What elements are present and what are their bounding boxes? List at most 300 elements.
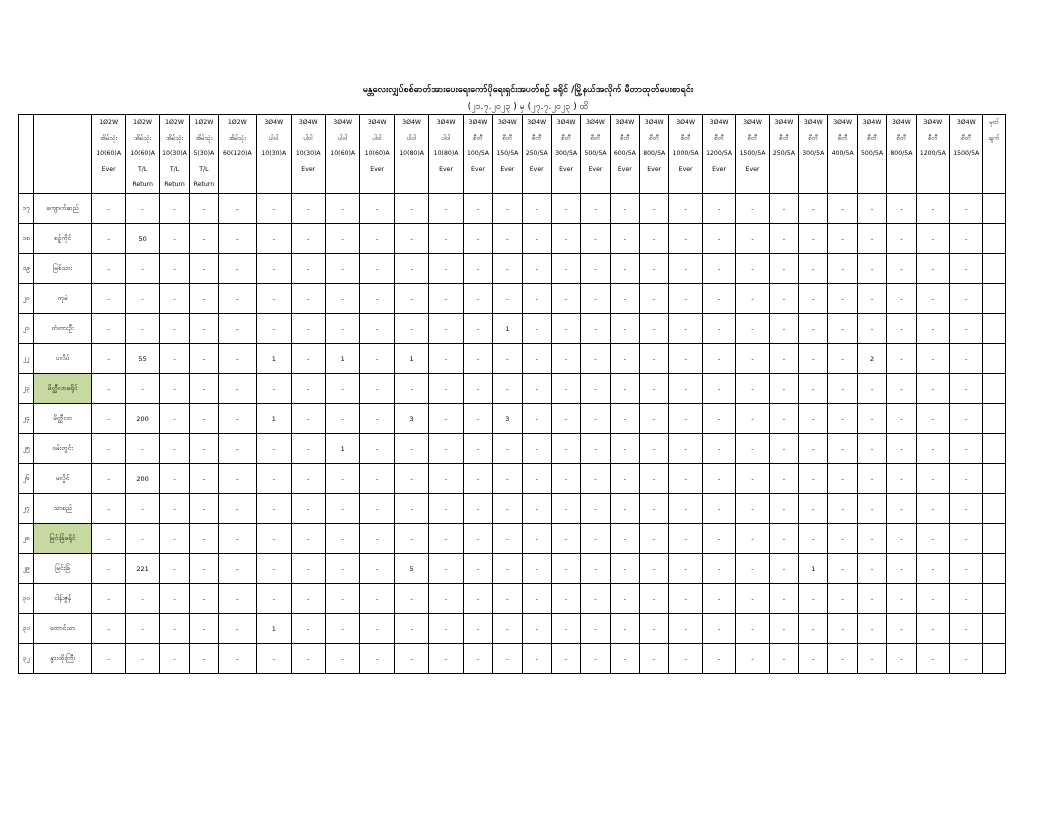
row-sn: ၂၃ bbox=[19, 374, 34, 404]
value-cell: - bbox=[887, 464, 916, 494]
value-cell: - bbox=[159, 374, 189, 404]
value-cell: - bbox=[91, 584, 125, 614]
header-line: 3Ø4W bbox=[298, 119, 318, 126]
header-line bbox=[770, 162, 798, 178]
value-cell: - bbox=[291, 344, 325, 374]
value-cell: - bbox=[325, 194, 359, 224]
value-cell: - bbox=[581, 494, 610, 524]
table-row bbox=[19, 284, 1006, 314]
value-cell: - bbox=[429, 194, 463, 224]
value-cell: - bbox=[91, 464, 125, 494]
header-col-21 bbox=[736, 115, 769, 194]
value-cell: - bbox=[522, 554, 551, 584]
value-cell: - bbox=[669, 434, 702, 464]
value-cell: - bbox=[857, 524, 886, 554]
value-cell: - bbox=[551, 314, 580, 344]
value-cell: - bbox=[551, 434, 580, 464]
header-line bbox=[858, 162, 886, 178]
header-col-10 bbox=[394, 115, 428, 194]
header-col-6 bbox=[257, 115, 291, 194]
header-line: 1500/5A bbox=[953, 150, 980, 157]
header-line: 3Ø4W bbox=[709, 119, 729, 126]
value-cell: - bbox=[857, 374, 886, 404]
value-cell: - bbox=[291, 494, 325, 524]
header-col-20 bbox=[702, 115, 735, 194]
value-cell: - bbox=[887, 224, 916, 254]
value-cell: - bbox=[291, 224, 325, 254]
value-cell: - bbox=[702, 524, 735, 554]
value-cell: - bbox=[736, 284, 769, 314]
value-cell: - bbox=[257, 464, 291, 494]
value-cell: - bbox=[190, 224, 218, 254]
value-cell: - bbox=[887, 524, 916, 554]
table-row bbox=[19, 224, 1006, 254]
value-cell: - bbox=[736, 614, 769, 644]
value-cell: - bbox=[640, 194, 669, 224]
value-cell: - bbox=[360, 344, 394, 374]
value-cell: - bbox=[610, 434, 639, 464]
value-cell: - bbox=[736, 224, 769, 254]
value-cell: 1 bbox=[493, 314, 522, 344]
header-line: မှတ် bbox=[989, 119, 1000, 126]
value-cell: - bbox=[799, 374, 828, 404]
value-cell: - bbox=[950, 614, 983, 644]
value-cell: - bbox=[916, 614, 949, 644]
remark-cell bbox=[983, 584, 1006, 614]
value-cell: - bbox=[91, 434, 125, 464]
value-cell: - bbox=[429, 464, 463, 494]
value-cell: - bbox=[126, 614, 159, 644]
value-cell: 5 bbox=[394, 554, 428, 584]
header-col-14 bbox=[522, 115, 551, 194]
header-line: 300/5A bbox=[802, 150, 825, 157]
value-cell: - bbox=[769, 614, 798, 644]
value-cell: - bbox=[736, 554, 769, 584]
value-cell: - bbox=[218, 584, 257, 614]
value-cell: - bbox=[887, 314, 916, 344]
value-cell: - bbox=[190, 434, 218, 464]
header-line bbox=[219, 162, 257, 178]
header-line: Ever bbox=[301, 165, 316, 173]
header-line: 3Ø4W bbox=[436, 119, 456, 126]
value-cell: - bbox=[218, 464, 257, 494]
value-cell: - bbox=[610, 344, 639, 374]
header-line: 1Ø2W bbox=[194, 119, 214, 126]
header-line: စီတီ bbox=[561, 134, 571, 142]
remark-cell bbox=[983, 464, 1006, 494]
value-cell: - bbox=[291, 404, 325, 434]
remark-cell bbox=[983, 224, 1006, 254]
header-line bbox=[950, 177, 982, 193]
value-cell: - bbox=[429, 584, 463, 614]
value-cell: - bbox=[218, 374, 257, 404]
value-cell: - bbox=[799, 524, 828, 554]
header-line: 10(60)A bbox=[96, 150, 122, 157]
header-col-19 bbox=[669, 115, 702, 194]
table-row bbox=[19, 194, 1006, 224]
remark-cell bbox=[983, 554, 1006, 584]
header-col-17 bbox=[610, 115, 639, 194]
value-cell: - bbox=[325, 254, 359, 284]
value-cell: - bbox=[581, 404, 610, 434]
value-cell: - bbox=[857, 314, 886, 344]
header-line: 150/5A bbox=[496, 150, 519, 157]
value-cell: - bbox=[828, 554, 857, 584]
value-cell: - bbox=[916, 524, 949, 554]
value-cell: - bbox=[887, 374, 916, 404]
value-cell: - bbox=[769, 314, 798, 344]
header-line bbox=[257, 162, 290, 178]
value-cell: - bbox=[126, 644, 159, 674]
value-cell: - bbox=[91, 374, 125, 404]
value-cell: - bbox=[218, 524, 257, 554]
value-cell: - bbox=[190, 554, 218, 584]
header-col-3 bbox=[159, 115, 189, 194]
value-cell: - bbox=[257, 524, 291, 554]
header-line: 3Ø4W bbox=[923, 119, 943, 126]
header-line bbox=[326, 177, 359, 193]
value-cell: - bbox=[360, 194, 394, 224]
row-sn: ၂၁ bbox=[19, 314, 34, 344]
value-cell: - bbox=[887, 644, 916, 674]
value-cell: - bbox=[828, 254, 857, 284]
header-line: 3Ø4W bbox=[644, 119, 664, 126]
header-line bbox=[611, 177, 639, 193]
value-cell: - bbox=[190, 344, 218, 374]
row-sn: ၁၈ bbox=[19, 224, 34, 254]
header-col-8 bbox=[325, 115, 359, 194]
value-cell: - bbox=[493, 374, 522, 404]
report-title: မန္တလေးလျှပ်စစ်ဓာတ်အားပေးရေးကော်ပိုရေးရှင်းအပတ်စဉ် ခရိုင် /မြို့နယ်အလိုက် မီတာထုတ်ပေးစာရင်း bbox=[362, 85, 694, 95]
value-cell: - bbox=[551, 344, 580, 374]
value-cell: - bbox=[325, 314, 359, 344]
value-cell: - bbox=[493, 584, 522, 614]
value-cell: - bbox=[291, 254, 325, 284]
header-line: 400/5A bbox=[831, 150, 854, 157]
header-line: စီတီ bbox=[779, 134, 789, 142]
value-cell: - bbox=[493, 284, 522, 314]
header-line: Ever bbox=[370, 165, 385, 173]
value-cell: - bbox=[669, 404, 702, 434]
header-col-7 bbox=[291, 115, 325, 194]
value-cell: - bbox=[551, 254, 580, 284]
value-cell: - bbox=[522, 224, 551, 254]
value-cell: - bbox=[581, 584, 610, 614]
header-col-27 bbox=[916, 115, 949, 194]
value-cell: - bbox=[769, 524, 798, 554]
header-col-28 bbox=[950, 115, 983, 194]
value-cell: - bbox=[218, 614, 257, 644]
value-cell: - bbox=[325, 554, 359, 584]
value-cell: - bbox=[429, 374, 463, 404]
value-cell: - bbox=[669, 494, 702, 524]
value-cell: - bbox=[360, 554, 394, 584]
header-line bbox=[464, 177, 492, 193]
value-cell: - bbox=[950, 494, 983, 524]
value-cell: - bbox=[429, 404, 463, 434]
header-line: 1500/5A bbox=[739, 150, 766, 157]
value-cell: - bbox=[950, 554, 983, 584]
header-line: စီတီ bbox=[961, 134, 972, 142]
value-cell: - bbox=[190, 254, 218, 284]
value-cell: - bbox=[126, 584, 159, 614]
header-line bbox=[395, 177, 428, 193]
header-line: 1Ø2W bbox=[133, 119, 153, 126]
value-cell: - bbox=[828, 194, 857, 224]
value-cell: - bbox=[669, 524, 702, 554]
value-cell: - bbox=[218, 404, 257, 434]
header-col-9 bbox=[360, 115, 394, 194]
value-cell: - bbox=[950, 464, 983, 494]
header-line: 1Ø2W bbox=[227, 119, 247, 126]
value-cell: - bbox=[429, 554, 463, 584]
header-line bbox=[640, 177, 668, 193]
header-line: စီတီ bbox=[808, 134, 819, 142]
value-cell: - bbox=[669, 374, 702, 404]
value-cell: - bbox=[916, 344, 949, 374]
value-cell: - bbox=[581, 194, 610, 224]
value-cell: - bbox=[551, 404, 580, 434]
header-line: 3Ø4W bbox=[367, 119, 387, 126]
value-cell: - bbox=[325, 404, 359, 434]
value-cell: - bbox=[702, 284, 735, 314]
header-line: 250/5A bbox=[772, 150, 795, 157]
value-cell: - bbox=[257, 194, 291, 224]
value-cell: - bbox=[669, 644, 702, 674]
value-cell: - bbox=[91, 524, 125, 554]
value-cell: - bbox=[887, 434, 916, 464]
value-cell: - bbox=[159, 494, 189, 524]
row-sn: ၁၇ bbox=[19, 194, 34, 224]
header-line: စီတီ bbox=[896, 134, 907, 142]
value-cell: - bbox=[916, 374, 949, 404]
value-cell: - bbox=[493, 644, 522, 674]
township-name: မြင်းခြံ bbox=[34, 554, 92, 584]
value-cell: - bbox=[394, 644, 428, 674]
value-cell: - bbox=[159, 404, 189, 434]
value-cell: - bbox=[640, 644, 669, 674]
value-cell: - bbox=[828, 374, 857, 404]
table-row bbox=[19, 614, 1006, 644]
header-col-25 bbox=[857, 115, 886, 194]
value-cell: - bbox=[159, 434, 189, 464]
remark-cell bbox=[983, 494, 1006, 524]
value-cell: - bbox=[291, 314, 325, 344]
header-line: Return bbox=[193, 181, 215, 188]
value-cell: - bbox=[916, 494, 949, 524]
header-line bbox=[799, 177, 827, 193]
value-cell: - bbox=[159, 584, 189, 614]
value-cell: - bbox=[257, 434, 291, 464]
township-name: နွားထိုးကြီး bbox=[34, 644, 92, 674]
value-cell: - bbox=[493, 524, 522, 554]
value-cell: - bbox=[702, 404, 735, 434]
header-line: စီတီ bbox=[590, 134, 601, 142]
value-cell: - bbox=[640, 254, 669, 284]
value-cell: - bbox=[493, 254, 522, 284]
row-sn: ၂၀ bbox=[19, 284, 34, 314]
value-cell: - bbox=[360, 404, 394, 434]
header-line: 500/5A bbox=[584, 150, 607, 157]
header-line: 3Ø4W bbox=[527, 119, 547, 126]
value-cell: 221 bbox=[126, 554, 159, 584]
value-cell: - bbox=[126, 254, 159, 284]
value-cell: - bbox=[916, 404, 949, 434]
header-col-26 bbox=[887, 115, 916, 194]
value-cell: - bbox=[493, 464, 522, 494]
header-line: 3Ø4W bbox=[497, 119, 517, 126]
table-row bbox=[19, 584, 1006, 614]
township-name: ပလိပ် bbox=[34, 344, 92, 374]
value-cell: 1 bbox=[257, 404, 291, 434]
header-line: 3Ø4W bbox=[676, 119, 696, 126]
value-cell: - bbox=[950, 374, 983, 404]
remark-cell bbox=[983, 434, 1006, 464]
value-cell: - bbox=[736, 584, 769, 614]
value-cell: - bbox=[360, 614, 394, 644]
value-cell: - bbox=[581, 644, 610, 674]
value-cell: - bbox=[522, 374, 551, 404]
table-row bbox=[19, 404, 1006, 434]
value-cell: 1 bbox=[325, 344, 359, 374]
value-cell: - bbox=[950, 404, 983, 434]
value-cell: - bbox=[581, 434, 610, 464]
value-cell: - bbox=[640, 494, 669, 524]
value-cell: - bbox=[291, 194, 325, 224]
header-line: 600/5A bbox=[613, 150, 636, 157]
value-cell: - bbox=[325, 464, 359, 494]
header-col-15 bbox=[551, 115, 580, 194]
value-cell: - bbox=[463, 434, 492, 464]
value-cell: - bbox=[394, 434, 428, 464]
value-cell: - bbox=[610, 254, 639, 284]
header-col-4 bbox=[190, 115, 218, 194]
value-cell: - bbox=[916, 584, 949, 614]
header-line: 100/5A bbox=[466, 150, 490, 157]
value-cell: 1 bbox=[325, 434, 359, 464]
value-cell: - bbox=[126, 524, 159, 554]
value-cell: - bbox=[857, 614, 886, 644]
value-cell: - bbox=[551, 284, 580, 314]
remark-cell bbox=[983, 524, 1006, 554]
remark-cell bbox=[983, 404, 1006, 434]
value-cell: - bbox=[702, 434, 735, 464]
value-cell: - bbox=[551, 494, 580, 524]
header-col-24 bbox=[828, 115, 857, 194]
value-cell: - bbox=[769, 284, 798, 314]
header-line: 5(30)A bbox=[193, 150, 215, 157]
header-line: 10(30)A bbox=[295, 150, 321, 157]
table-row bbox=[19, 344, 1006, 374]
value-cell: 1 bbox=[799, 554, 828, 584]
value-cell: - bbox=[360, 434, 394, 464]
row-sn: ၂၈ bbox=[19, 524, 34, 554]
value-cell: - bbox=[799, 194, 828, 224]
value-cell: - bbox=[394, 284, 428, 314]
value-cell: - bbox=[463, 614, 492, 644]
header-sn bbox=[19, 115, 34, 194]
value-cell: - bbox=[610, 524, 639, 554]
header-col-23 bbox=[799, 115, 828, 194]
value-cell: - bbox=[640, 554, 669, 584]
value-cell: - bbox=[702, 584, 735, 614]
header-line: 10(80)A bbox=[399, 150, 425, 157]
value-cell: - bbox=[522, 194, 551, 224]
value-cell: - bbox=[257, 584, 291, 614]
value-cell: - bbox=[522, 464, 551, 494]
value-cell: - bbox=[91, 644, 125, 674]
value-cell: - bbox=[640, 344, 669, 374]
header-col-18 bbox=[640, 115, 669, 194]
value-cell: - bbox=[769, 644, 798, 674]
value-cell: - bbox=[463, 284, 492, 314]
value-cell: - bbox=[159, 284, 189, 314]
district-name: မြင်းခြံခရိုင် bbox=[34, 524, 92, 554]
header-line: အိမ်သုံး bbox=[166, 134, 183, 142]
value-cell: - bbox=[325, 224, 359, 254]
header-line: Ever bbox=[529, 165, 544, 173]
value-cell: - bbox=[463, 464, 492, 494]
township-name: တောင်သာ bbox=[34, 614, 92, 644]
value-cell: - bbox=[610, 644, 639, 674]
value-cell: - bbox=[828, 224, 857, 254]
value-cell: - bbox=[950, 344, 983, 374]
value-cell: - bbox=[493, 614, 522, 644]
value-cell: - bbox=[190, 644, 218, 674]
value-cell: - bbox=[828, 584, 857, 614]
value-cell: - bbox=[610, 224, 639, 254]
table-row bbox=[19, 374, 1006, 404]
header-col-13 bbox=[493, 115, 522, 194]
value-cell: - bbox=[429, 224, 463, 254]
value-cell: - bbox=[394, 524, 428, 554]
value-cell: - bbox=[799, 314, 828, 344]
value-cell: - bbox=[91, 554, 125, 584]
value-cell: - bbox=[669, 224, 702, 254]
value-cell: 3 bbox=[493, 404, 522, 434]
header-line: 3Ø4W bbox=[743, 119, 762, 126]
value-cell: - bbox=[887, 404, 916, 434]
value-cell: - bbox=[736, 374, 769, 404]
value-cell: - bbox=[159, 554, 189, 584]
value-cell: - bbox=[218, 344, 257, 374]
header-line: Ever bbox=[678, 165, 693, 173]
value-cell: - bbox=[581, 254, 610, 284]
value-cell: - bbox=[736, 314, 769, 344]
value-cell: - bbox=[325, 524, 359, 554]
value-cell: - bbox=[190, 314, 218, 344]
header-row bbox=[19, 115, 1006, 194]
value-cell: - bbox=[551, 464, 580, 494]
value-cell: - bbox=[522, 614, 551, 644]
value-cell: - bbox=[360, 584, 394, 614]
value-cell: - bbox=[360, 254, 394, 284]
value-cell: - bbox=[91, 284, 125, 314]
header-line bbox=[429, 177, 462, 193]
remark-cell bbox=[983, 284, 1006, 314]
value-cell: - bbox=[581, 284, 610, 314]
remark-cell bbox=[983, 644, 1006, 674]
header-line: ပါဝါ bbox=[338, 134, 348, 142]
value-cell: 2 bbox=[857, 344, 886, 374]
value-cell: - bbox=[551, 524, 580, 554]
value-cell: 55 bbox=[126, 344, 159, 374]
value-cell: - bbox=[887, 194, 916, 224]
header-line: Ever bbox=[500, 165, 515, 173]
table-row bbox=[19, 494, 1006, 524]
header-line bbox=[887, 177, 915, 193]
value-cell: - bbox=[736, 494, 769, 524]
